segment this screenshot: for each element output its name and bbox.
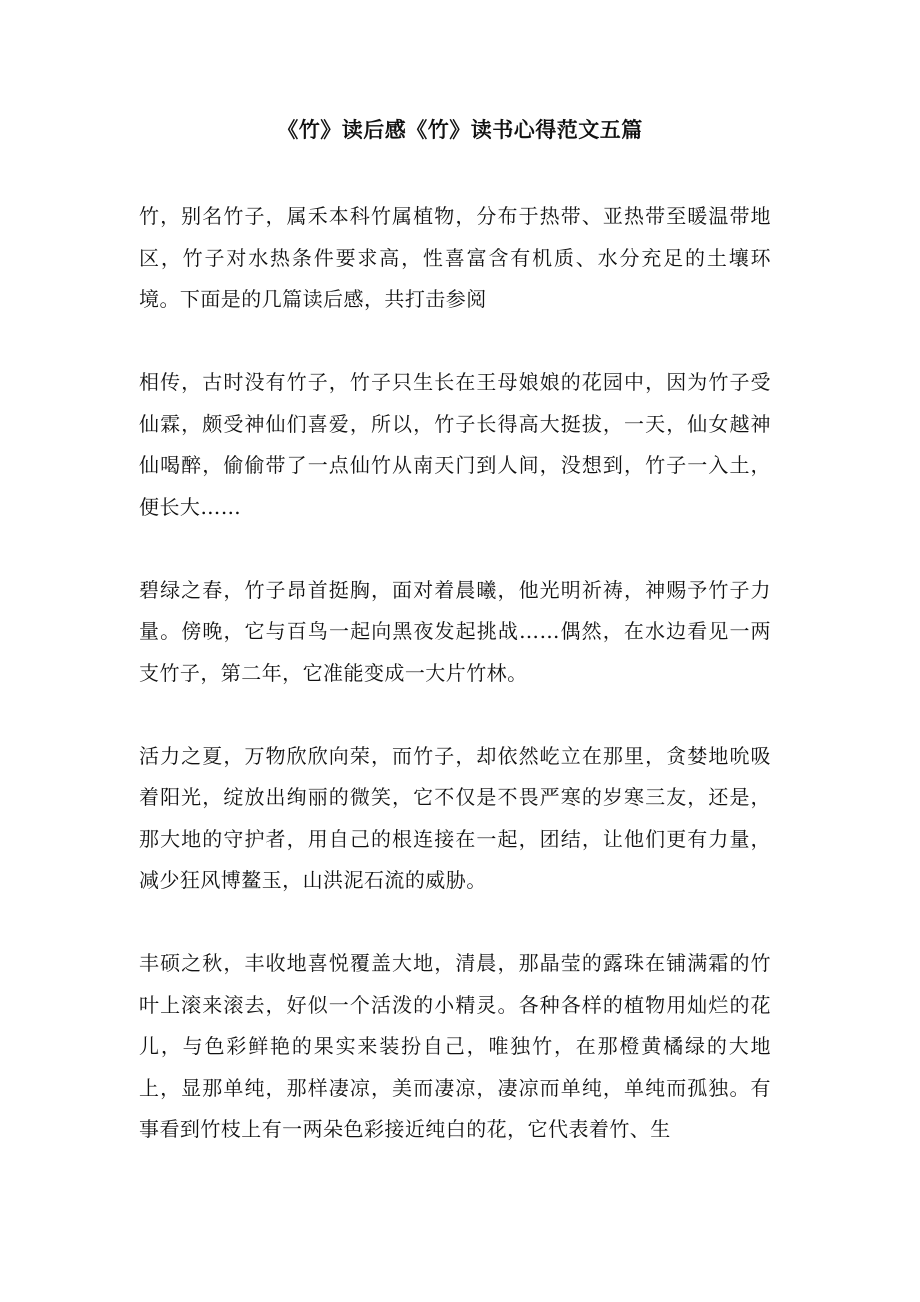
paragraph-legend: 相传，古时没有竹子，竹子只生长在王母娘娘的花园中，因为竹子受仙霖，颇受神仙们喜爱，所以，竹子长得高大挺拔，一天，仙女越神仙喝醉，偷偷带了一点仙竹从南天门到人间，没想到，竹子一入土，便长大…… (139, 370, 771, 519)
paragraph-autumn: 丰硕之秋，丰收地喜悦覆盖大地，清晨，那晶莹的露珠在铺满霜的竹叶上滚来滚去，好似一个活泼的小精灵。各种各样的植物用灿烂的花儿，与色彩鲜艳的果实来装扮自己，唯独竹，在那橙黄橘绿的大地上，显那单纯，那样凄凉，美而凄凉，凄凉而单纯，单纯而孤独。有事看到竹枝上有一两朵色彩接近纯白的花，它代表着竹、生 (139, 951, 771, 1141)
paragraph-intro: 竹，别名竹子，属禾本科竹属植物，分布于热带、亚热带至暖温带地区，竹子对水热条件要求高，性喜富含有机质、水分充足的土壤环境。下面是的几篇读后感，共打击参阅 (139, 204, 771, 311)
document-body (139, 196, 771, 1151)
paragraph-spring: 碧绿之春，竹子昂首挺胸，面对着晨曦，他光明祈祷，神赐予竹子力量。傍晚，它与百鸟一起向黑夜发起挑战……偶然，在水边看见一两支竹子，第二年，它准能变成一大片竹林。 (139, 577, 771, 685)
paragraph-summer: 活力之夏，万物欣欣向荣，而竹子，却依然屹立在那里，贪婪地吮吸着阳光，绽放出绚丽的微笑，它不仅是不畏严寒的岁寒三友，还是，那大地的守护者，用自己的根连接在一起，团结，让他们更有力量，减少狂风博鳌玉，山洪泥石流的威胁。 (139, 743, 771, 892)
document-title: 《竹》读后感《竹》读书心得范文五篇 (277, 117, 643, 142)
